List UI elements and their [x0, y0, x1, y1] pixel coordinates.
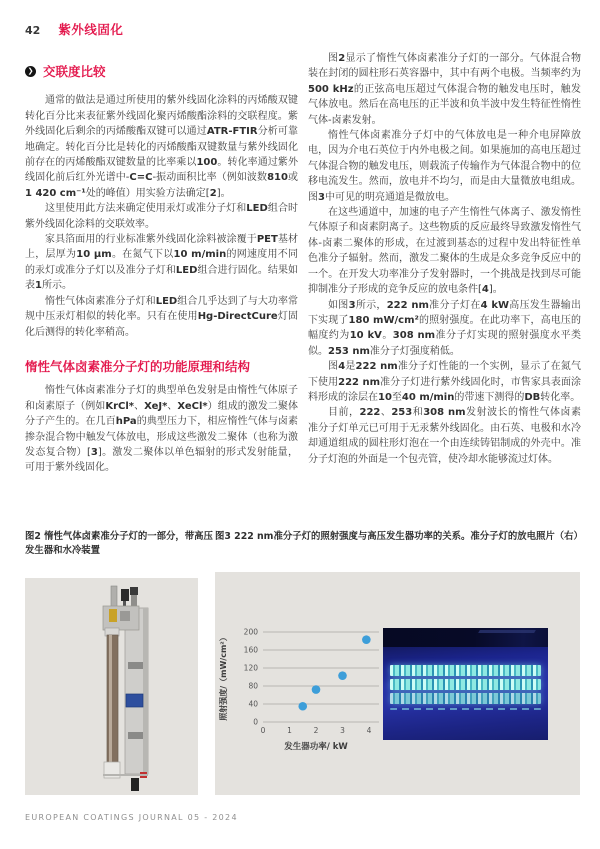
svg-text:发生器功率/ kW: 发生器功率/ kW: [284, 742, 348, 752]
svg-text:照射强度/（mW/cm²）: 照射强度/（mW/cm²）: [219, 633, 228, 721]
section-heading-label: 交联度比较: [43, 64, 106, 79]
figure3-panel: [215, 572, 580, 795]
svg-text:160: 160: [243, 645, 258, 655]
paragraph: 图4是222 nm准分子灯性能的一个实例，显示了在氮气下使用222 nm准分子灯进行紫外线固化时，市售家具表面涂料形成的涂层在10至40 m/min的带速下测得的DB转化率。: [308, 361, 582, 403]
figure2-lamp-image: [25, 578, 198, 795]
paragraph: 在这些通道中，加速的电子产生惰性气体离子、激发惰性气体原子和卤素阴离子。这些物质的反应最终导致激发惰性气体-卤素二聚体的形成，在过渡到基态的过程中发出特征性单色准分子辐射。然而，激发二聚体的生成是众多竞争反应中的一个。在开发大功率准分子发射器时，一个挑战是找到尽可能抑制准分子形成的竞争反应的放电条件[4]。: [308, 207, 581, 296]
microdischarge-rows: [390, 665, 541, 710]
svg-text:3: 3: [340, 726, 345, 735]
photo-glint: [478, 630, 536, 633]
svg-text:4: 4: [366, 726, 372, 735]
data-point: [298, 702, 307, 711]
paragraph: 通常的做法是通过所使用的紫外线固化涂料的丙烯酸双键转化百分比来表征紫外线固化聚丙烯酸酯涂料的交联程度。紫外线固化后剩余的丙烯酸酯双键可以通过ATR-FTIR分析可靠地确定。转化百分比是转化的丙烯酸酯双键数量与紫外线固化前存在的丙烯酸酯双键数量的比率乘以100。转化率通过紫外线固化前后红外光谱中-C=C-振动面积比率（例如波数810或1 420 cm⁻¹处的峰值）用实验方法确定[2]。: [25, 95, 299, 199]
data-point: [338, 671, 347, 680]
paragraph: 这里使用此方法来确定使用汞灯或准分子灯和LED组合时紫外线固化涂料的交联效率。: [25, 203, 299, 230]
section-bullet-icon: ❯: [25, 66, 36, 77]
svg-text:120: 120: [243, 663, 258, 673]
paragraph: 惰性气体卤素准分子灯的典型单色发射是由惰性气体原子和卤素原子（例如KrCl*、XeJ*、XeCl*）组成的激发二聚体分子产生的。在几百hPa的典型压力下，相应惰性气体与卤素掺杂混合物中触发气体放电，形成这些激发二聚体（也称为激发态复合物）[3]。激发二聚体以单色辐射的形式发射能量，可用于紫外线固化。: [25, 385, 299, 474]
svg-text:80: 80: [248, 681, 258, 691]
svg-text:1: 1: [287, 726, 292, 735]
paragraph: 目前，222、253和308 nm发射波长的惰性气体卤素准分子灯单元已可用于无汞紫外线固化。由石英、电极和水冷却通道组成的圆柱形灯泡在一个由连续铸铝制成的外壳中。准分子灯泡的外面是一个包壳管，使冷却水能够流过灯体。: [308, 407, 582, 465]
svg-text:0: 0: [260, 726, 266, 735]
svg-text:2: 2: [313, 726, 319, 735]
section-heading-excimer-principle: 惰性气体卤素准分子灯的功能原理和结构: [25, 358, 251, 374]
svg-text:40: 40: [248, 699, 258, 709]
paragraph: 惰性气体卤素准分子灯中的气体放电是一种介电屏障放电，因为介电石英位于内外电极之间。如果施加的高电压超过气体混合物的触发电压，则载流子传输作为气体混合物中的位移电流发生。然而，放电并不均匀，而是由大量微放电组成。图3中可见的明亮通道是微放电。: [308, 130, 581, 203]
microdischarge-row: [390, 665, 541, 676]
figure3-caption: 图3 222 nm准分子灯的照射强度与高压发生器功率的关系。准分子灯的放电照片（右）: [215, 531, 583, 542]
svg-text:0: 0: [253, 717, 258, 727]
figure2-caption: 图2 惰性气体卤素准分子灯的一部分，带高压发生器和水冷装置: [25, 531, 213, 556]
data-point: [312, 685, 321, 694]
left-column: [25, 62, 298, 476]
microdischarge-row: [390, 693, 541, 704]
page-header: [25, 20, 123, 38]
microdischarge-line: [390, 708, 541, 710]
page-number: 42: [25, 24, 41, 37]
right-column: [308, 51, 581, 467]
paragraph: 图2显示了惰性气体卤素准分子灯的一部分。气体混合物装在封闭的圆柱形石英容器中，其中有两个电极。当频率约为500 kHz的正弦高电压超过气体混合物的触发电压时，触发气体放电。然后在高电压的正半波和负半波中发生特征性惰性气体-卤素发射。: [308, 53, 582, 126]
paragraph: 如图3所示，222 nm准分子灯在4 kW高压发生器输出下实现了180 mW/cm²的照射强度。在此功率下，高电压的幅度约为10 kV。308 nm准分子灯实现的照射强度水平类似。253 nm准分子灯强度稍低。: [308, 299, 582, 357]
microdischarge-row: [390, 679, 541, 690]
data-point: [362, 635, 371, 644]
excimer-lamp-illustration: [25, 578, 198, 795]
section-heading-crosslinking: [25, 64, 298, 79]
paragraph: 家具箔面用的行业标准紫外线固化涂料被涂覆于PET基材上，层厚为10 μm。在氮气下以10 m/min的网速度用不同的汞灯或准分子灯以及准分子灯和LED组合进行固化。结果如表1所示。: [25, 234, 299, 292]
discharge-photo: [383, 628, 548, 740]
paragraph: 惰性气体卤素准分子灯和LED组合几乎达到了与大功率常规中压汞灯相似的转化率。只有在使用Hg-DirectCure灯固化后测得的转化率稍高。: [25, 295, 299, 338]
page-section-title: 紫外线固化: [58, 22, 124, 37]
journal-footer: EUROPEAN COATINGS JOURNAL 05 - 2024: [25, 813, 238, 822]
svg-text:200: 200: [243, 627, 258, 637]
